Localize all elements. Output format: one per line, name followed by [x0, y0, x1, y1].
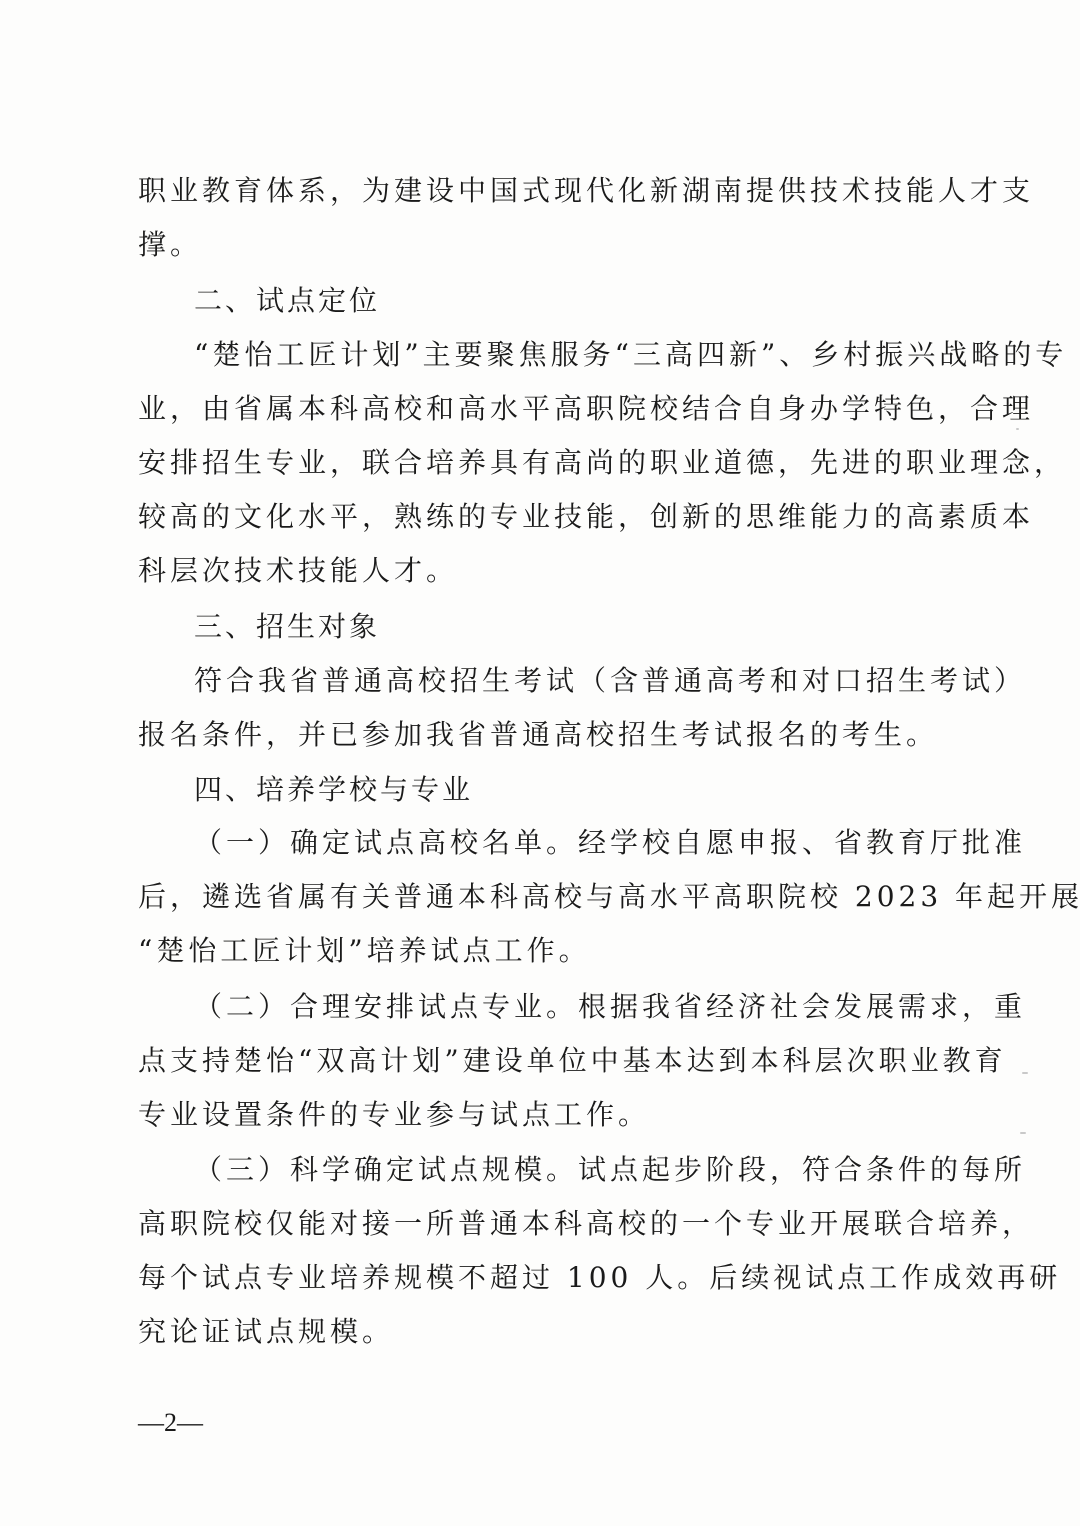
text-line: （三）科学确定试点规模。试点起步阶段，符合条件的每所: [194, 1153, 1027, 1186]
paragraph-continuation: [138, 164, 1035, 272]
paragraph-schools: [138, 816, 1083, 978]
text-line: 业，由省属本科高校和高水平高职院校结合自身办学特色，合理: [138, 392, 1035, 425]
text-line: 专业设置条件的专业参与试点工作。: [138, 1098, 651, 1131]
paragraph-majors: [138, 980, 1027, 1142]
text-line: 科层次技术技能人才。: [138, 554, 459, 587]
text-line: “楚怡工匠计划”主要聚焦服务“三高四新”、乡村振兴战略的专: [194, 338, 1068, 371]
text-line: 每个试点专业培养规模不超过 100 人。后续视试点工作成效再研: [138, 1261, 1062, 1294]
paragraph-positioning: [138, 328, 1068, 598]
heading-text: 三、招生对象: [194, 610, 381, 643]
text-line: 符合我省普通高校招生考试（含普通高考和对口招生考试）: [194, 664, 1027, 697]
page-number: —2—: [138, 1408, 203, 1437]
heading-text: 四、培养学校与专业: [194, 773, 474, 806]
text-line: 高职院校仅能对接一所普通本科高校的一个专业开展联合培养，: [138, 1207, 1035, 1240]
paragraph-enrollment: [138, 654, 1027, 762]
text-line: 较高的文化水平，熟练的专业技能，创新的思维能力的高素质本: [138, 500, 1035, 533]
text-line: 究论证试点规模。: [138, 1315, 395, 1348]
text-line: 后，遴选省属有关普通本科高校与高水平高职院校 2023 年起开展: [138, 880, 1083, 913]
scan-speck: [1016, 428, 1019, 430]
text-line: 职业教育体系，为建设中国式现代化新湖南提供技术技能人才支: [138, 174, 1035, 207]
paragraph-scale: [138, 1143, 1062, 1359]
text-line: 报名条件，并已参加我省普通高校招生考试报名的考生。: [138, 718, 939, 751]
text-line: 撑。: [138, 228, 203, 261]
text-line: 点支持楚怡“双高计划”建设单位中基本达到本科层次职业教育: [138, 1044, 1007, 1077]
section-heading-2: [138, 274, 958, 328]
text-line: 安排招生专业，联合培养具有高尚的职业道德，先进的职业理念，: [138, 446, 1067, 479]
section-heading-3: [138, 600, 958, 654]
text-line: （一）确定试点高校名单。经学校自愿申报、省教育厅批准: [194, 826, 1027, 859]
text-line: （二）合理安排试点专业。根据我省经济社会发展需求，重: [194, 990, 1027, 1023]
scan-speck: [1020, 1132, 1026, 1134]
text-line: “楚怡工匠计划”培养试点工作。: [138, 934, 591, 967]
section-heading-4: [138, 763, 958, 817]
heading-text: 二、试点定位: [194, 284, 381, 317]
scan-speck: [1022, 1072, 1028, 1074]
